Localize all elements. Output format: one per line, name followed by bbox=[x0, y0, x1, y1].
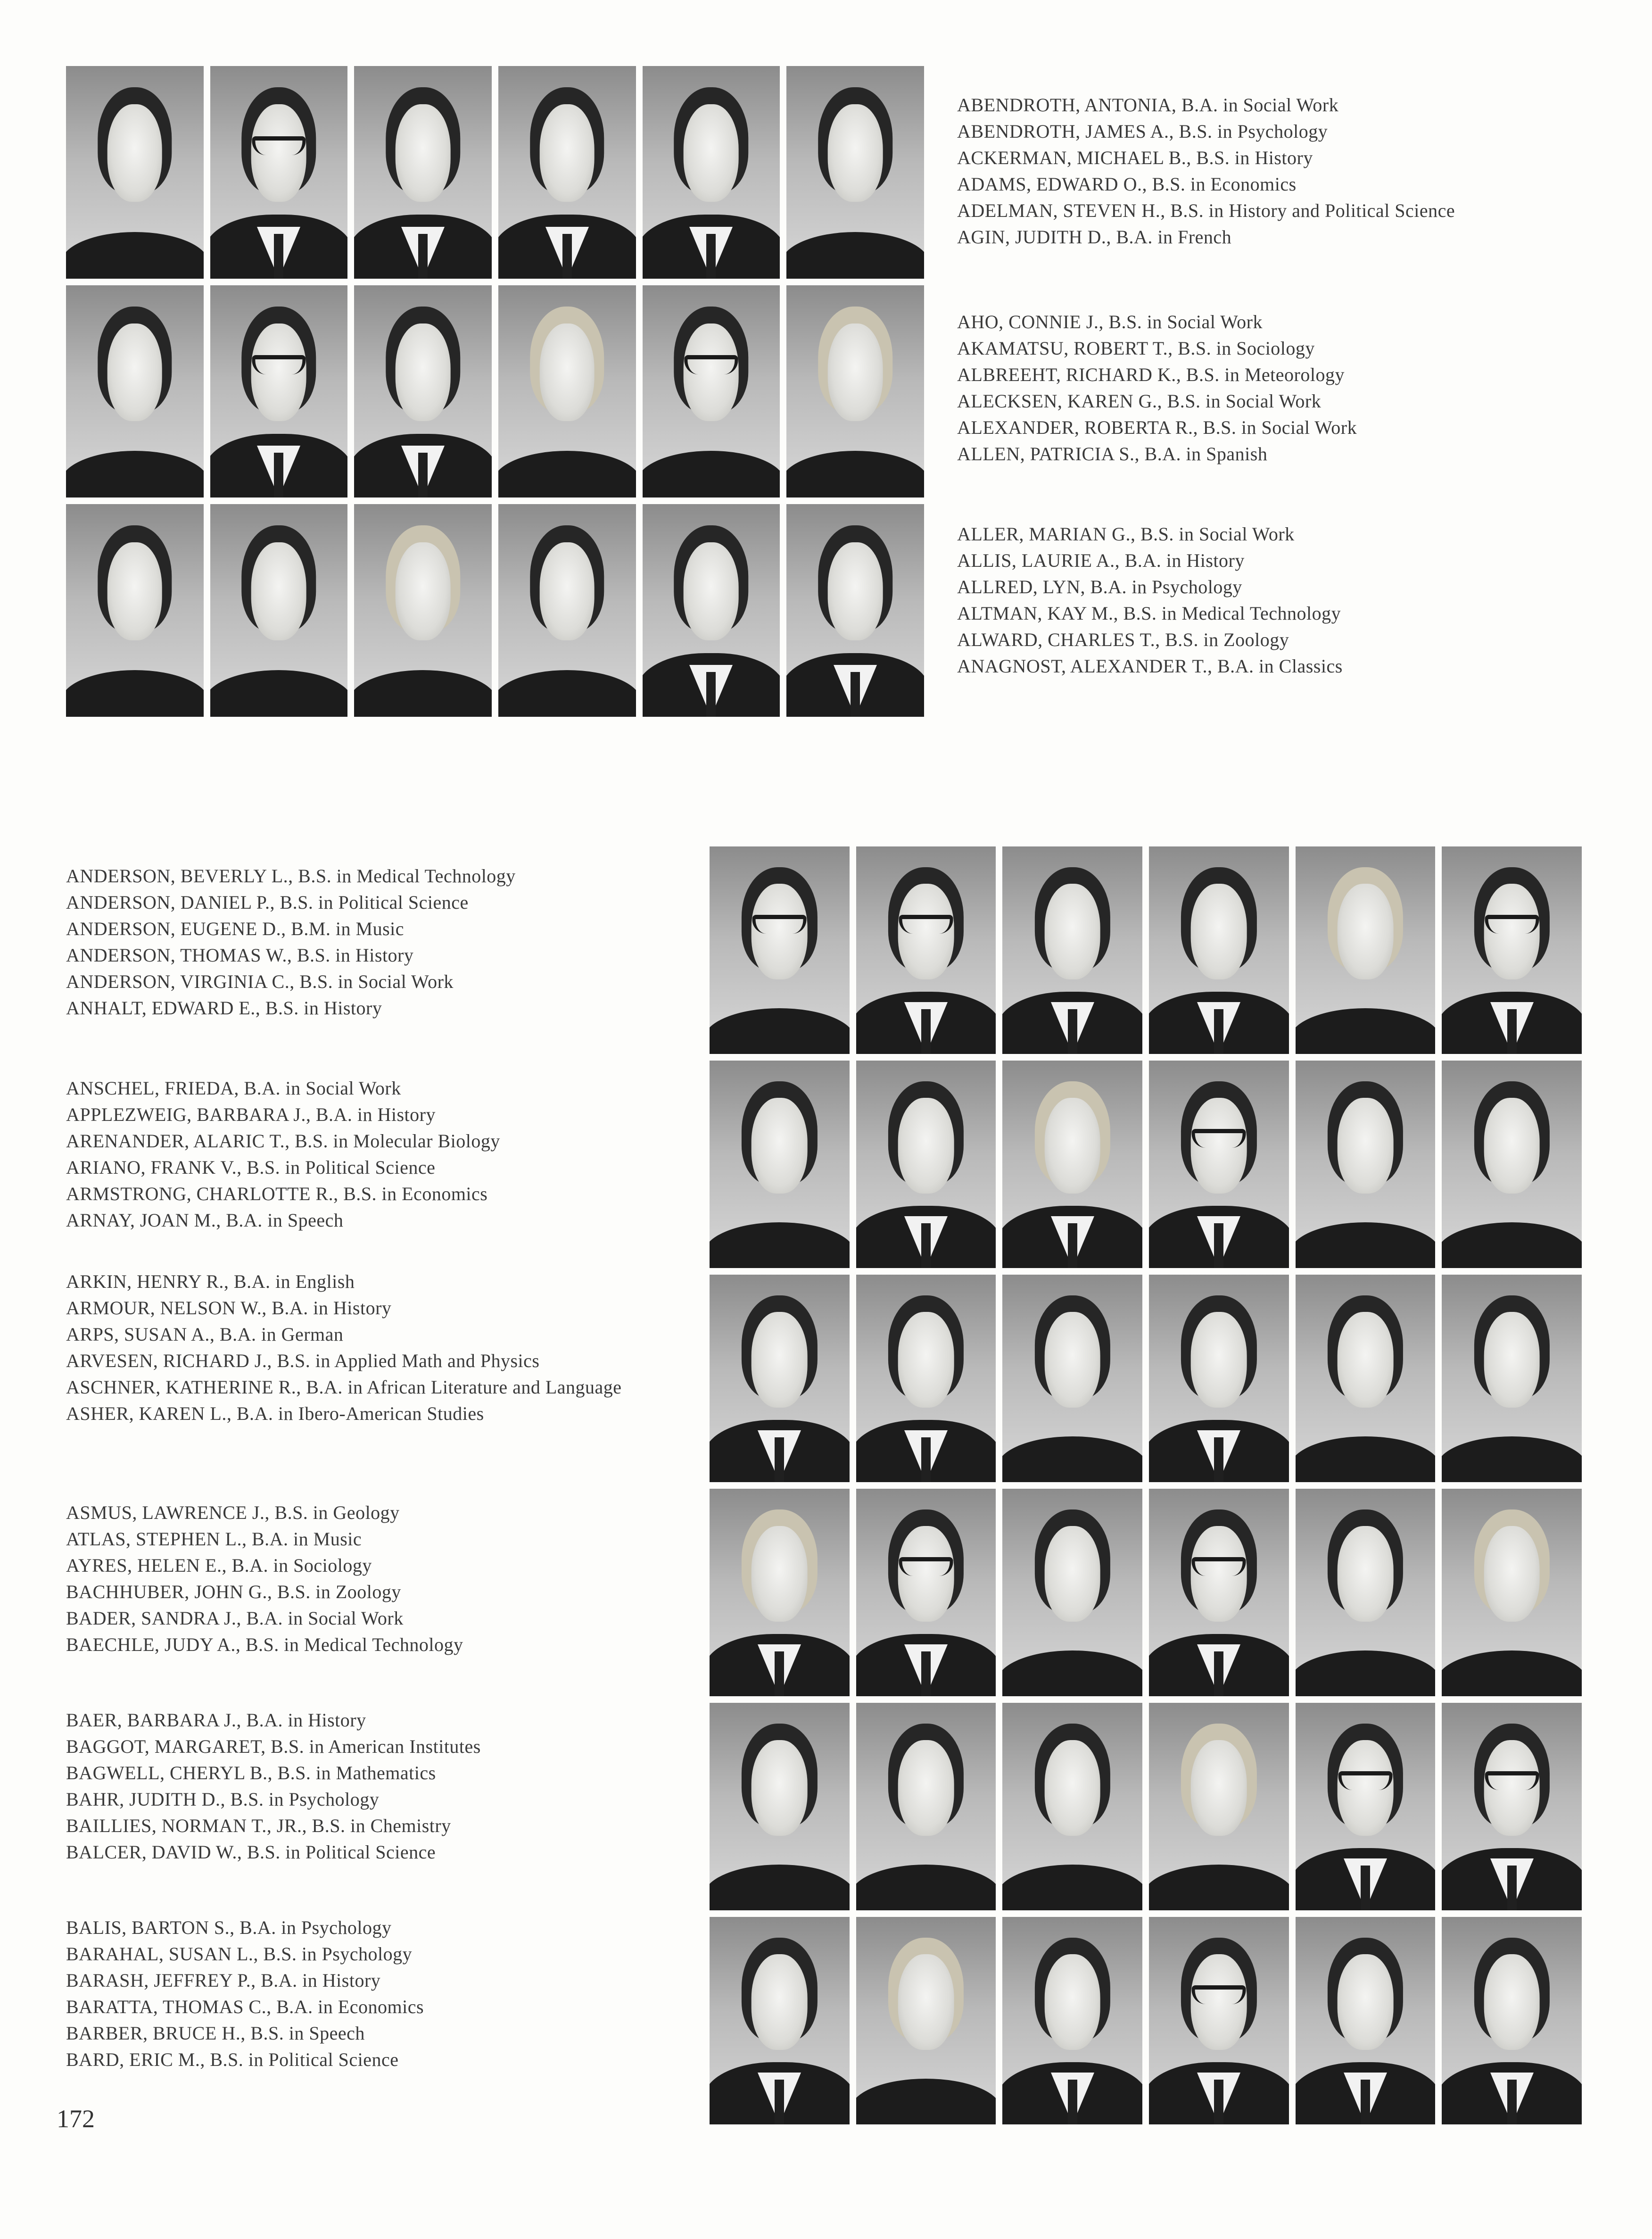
student-portrait bbox=[1002, 1061, 1142, 1268]
graduate-entry: ADAMS, EDWARD O., B.S. in Economics bbox=[957, 174, 1297, 195]
student-portrait bbox=[1149, 846, 1289, 1054]
graduate-entry: ARKIN, HENRY R., B.A. in English bbox=[66, 1271, 355, 1292]
student-portrait bbox=[210, 504, 348, 717]
top-group-2 bbox=[957, 309, 1561, 467]
graduate-entry: AHO, CONNIE J., B.S. in Social Work bbox=[957, 311, 1263, 332]
graduate-entry: ARNAY, JOAN M., B.A. in Speech bbox=[66, 1210, 344, 1231]
top-portrait-grid bbox=[66, 66, 924, 717]
graduate-entry: BARATTA, THOMAS C., B.A. in Economics bbox=[66, 1996, 424, 2017]
bottom-group-6 bbox=[66, 1915, 698, 2073]
graduate-entry: ATLAS, STEPHEN L., B.A. in Music bbox=[66, 1528, 362, 1550]
student-portrait bbox=[1296, 1489, 1436, 1696]
student-portrait bbox=[354, 504, 492, 717]
graduate-entry: ABENDROTH, JAMES A., B.S. in Psychology bbox=[957, 121, 1328, 142]
graduate-entry: ARIANO, FRANK V., B.S. in Political Science bbox=[66, 1157, 436, 1178]
student-portrait bbox=[210, 66, 348, 279]
graduate-entry: ADELMAN, STEVEN H., B.S. in History and Political Science bbox=[957, 200, 1455, 221]
bottom-group-5 bbox=[66, 1707, 698, 1866]
graduate-entry: ALECKSEN, KAREN G., B.S. in Social Work bbox=[957, 390, 1322, 412]
student-portrait bbox=[1296, 1275, 1436, 1482]
bottom-portrait-grid bbox=[710, 846, 1582, 2124]
graduate-entry: ANDERSON, VIRGINIA C., B.S. in Social Work bbox=[66, 971, 454, 992]
graduate-entry: ALEXANDER, ROBERTA R., B.S. in Social Work bbox=[957, 417, 1357, 438]
student-portrait bbox=[856, 1703, 996, 1910]
student-portrait bbox=[1002, 1275, 1142, 1482]
student-portrait bbox=[710, 1917, 850, 2124]
student-portrait bbox=[856, 1917, 996, 2124]
graduate-entry: ALLRED, LYN, B.A. in Psychology bbox=[957, 576, 1242, 597]
graduate-entry: ARVESEN, RICHARD J., B.S. in Applied Math and Physics bbox=[66, 1350, 540, 1371]
graduate-entry: AYRES, HELEN E., B.A. in Sociology bbox=[66, 1555, 372, 1576]
student-portrait bbox=[710, 1061, 850, 1268]
student-portrait bbox=[643, 66, 780, 279]
bottom-group-2 bbox=[66, 1075, 698, 1234]
student-portrait bbox=[354, 66, 492, 279]
graduate-entry: ANHALT, EDWARD E., B.S. in History bbox=[66, 997, 382, 1019]
graduate-entry: BALIS, BARTON S., B.A. in Psychology bbox=[66, 1917, 392, 1938]
student-portrait bbox=[1149, 1275, 1289, 1482]
student-portrait bbox=[1149, 1917, 1289, 2124]
student-portrait bbox=[1442, 1703, 1582, 1910]
graduate-entry: ARPS, SUSAN A., B.A. in German bbox=[66, 1324, 344, 1345]
graduate-entry: BAGWELL, CHERYL B., B.S. in Mathematics bbox=[66, 1762, 436, 1783]
student-portrait bbox=[710, 1489, 850, 1696]
graduate-entry: BAILLIES, NORMAN T., JR., B.S. in Chemistry bbox=[66, 1815, 451, 1836]
graduate-entry: ALTMAN, KAY M., B.S. in Medical Technology bbox=[957, 603, 1341, 624]
graduate-entry: ANSCHEL, FRIEDA, B.A. in Social Work bbox=[66, 1078, 401, 1099]
student-portrait bbox=[1149, 1489, 1289, 1696]
student-portrait bbox=[210, 285, 348, 498]
graduate-entry: BARASH, JEFFREY P., B.A. in History bbox=[66, 1970, 381, 1991]
graduate-entry: ALLIS, LAURIE A., B.A. in History bbox=[957, 550, 1245, 571]
student-portrait bbox=[710, 1275, 850, 1482]
graduate-entry: BAHR, JUDITH D., B.S. in Psychology bbox=[66, 1789, 380, 1810]
graduate-entry: BARAHAL, SUSAN L., B.S. in Psychology bbox=[66, 1943, 413, 1965]
graduate-entry: ASHER, KAREN L., B.A. in Ibero-American Studies bbox=[66, 1403, 484, 1424]
student-portrait bbox=[1002, 846, 1142, 1054]
graduate-entry: BADER, SANDRA J., B.A. in Social Work bbox=[66, 1608, 404, 1629]
student-portrait bbox=[66, 285, 204, 498]
student-portrait bbox=[1442, 1061, 1582, 1268]
graduate-entry: ARMOUR, NELSON W., B.A. in History bbox=[66, 1297, 392, 1319]
student-portrait bbox=[66, 66, 204, 279]
student-portrait bbox=[66, 504, 204, 717]
student-portrait bbox=[786, 504, 924, 717]
graduate-entry: ANDERSON, EUGENE D., B.M. in Music bbox=[66, 918, 404, 939]
graduate-entry: ARMSTRONG, CHARLOTTE R., B.S. in Economics bbox=[66, 1183, 488, 1204]
student-portrait bbox=[1149, 1703, 1289, 1910]
top-group-3 bbox=[957, 521, 1561, 680]
graduate-entry: ANAGNOST, ALEXANDER T., B.A. in Classics bbox=[957, 655, 1343, 677]
student-portrait bbox=[498, 285, 636, 498]
student-portrait bbox=[1002, 1489, 1142, 1696]
graduate-entry: ALLER, MARIAN G., B.S. in Social Work bbox=[957, 523, 1295, 545]
graduate-entry: AGIN, JUDITH D., B.A. in French bbox=[957, 226, 1232, 248]
student-portrait bbox=[1296, 1703, 1436, 1910]
student-portrait bbox=[1442, 846, 1582, 1054]
graduate-entry: BALCER, DAVID W., B.S. in Political Science bbox=[66, 1841, 436, 1863]
graduate-entry: ASCHNER, KATHERINE R., B.A. in African Literature and Language bbox=[66, 1377, 622, 1398]
graduate-entry: ALLEN, PATRICIA S., B.A. in Spanish bbox=[957, 443, 1268, 464]
graduate-entry: BAECHLE, JUDY A., B.S. in Medical Technology bbox=[66, 1634, 463, 1655]
student-portrait bbox=[1149, 1061, 1289, 1268]
student-portrait bbox=[710, 1703, 850, 1910]
graduate-entry: ANDERSON, DANIEL P., B.S. in Political Science bbox=[66, 892, 469, 913]
student-portrait bbox=[1442, 1489, 1582, 1696]
top-group-1 bbox=[957, 92, 1561, 250]
graduate-entry: ABENDROTH, ANTONIA, B.A. in Social Work bbox=[957, 94, 1339, 116]
student-portrait bbox=[786, 66, 924, 279]
student-portrait bbox=[856, 1061, 996, 1268]
graduate-entry: BAER, BARBARA J., B.A. in History bbox=[66, 1709, 366, 1731]
student-portrait bbox=[856, 1275, 996, 1482]
student-portrait bbox=[498, 66, 636, 279]
graduate-entry: BACHHUBER, JOHN G., B.S. in Zoology bbox=[66, 1581, 401, 1602]
graduate-entry: ACKERMAN, MICHAEL B., B.S. in History bbox=[957, 147, 1313, 168]
graduate-entry: ALWARD, CHARLES T., B.S. in Zoology bbox=[957, 629, 1289, 650]
graduate-entry: ALBREEHT, RICHARD K., B.S. in Meteorology bbox=[957, 364, 1345, 385]
graduate-entry: BARD, ERIC M., B.S. in Political Science bbox=[66, 2049, 399, 2070]
student-portrait bbox=[1296, 1061, 1436, 1268]
student-portrait bbox=[1296, 1917, 1436, 2124]
student-portrait bbox=[1296, 846, 1436, 1054]
student-portrait bbox=[856, 1489, 996, 1696]
student-portrait bbox=[710, 846, 850, 1054]
student-portrait bbox=[1442, 1275, 1582, 1482]
student-portrait bbox=[643, 285, 780, 498]
page-number: 172 bbox=[57, 2105, 95, 2133]
bottom-group-3 bbox=[66, 1269, 698, 1427]
graduate-entry: AKAMATSU, ROBERT T., B.S. in Sociology bbox=[957, 338, 1315, 359]
student-portrait bbox=[786, 285, 924, 498]
bottom-group-4 bbox=[66, 1500, 698, 1658]
student-portrait bbox=[1442, 1917, 1582, 2124]
student-portrait bbox=[643, 504, 780, 717]
graduate-entry: ARENANDER, ALARIC T., B.S. in Molecular Biology bbox=[66, 1130, 500, 1152]
graduate-entry: ANDERSON, THOMAS W., B.S. in History bbox=[66, 945, 414, 966]
graduate-entry: ANDERSON, BEVERLY L., B.S. in Medical Technology bbox=[66, 865, 516, 887]
graduate-entry: ASMUS, LAWRENCE J., B.S. in Geology bbox=[66, 1502, 400, 1523]
graduate-entry: BAGGOT, MARGARET, B.S. in American Institutes bbox=[66, 1736, 481, 1757]
student-portrait bbox=[856, 846, 996, 1054]
student-portrait bbox=[498, 504, 636, 717]
graduate-entry: APPLEZWEIG, BARBARA J., B.A. in History bbox=[66, 1104, 436, 1125]
student-portrait bbox=[354, 285, 492, 498]
bottom-group-1 bbox=[66, 863, 698, 1021]
student-portrait bbox=[1002, 1703, 1142, 1910]
student-portrait bbox=[1002, 1917, 1142, 2124]
graduate-entry: BARBER, BRUCE H., B.S. in Speech bbox=[66, 2023, 365, 2044]
